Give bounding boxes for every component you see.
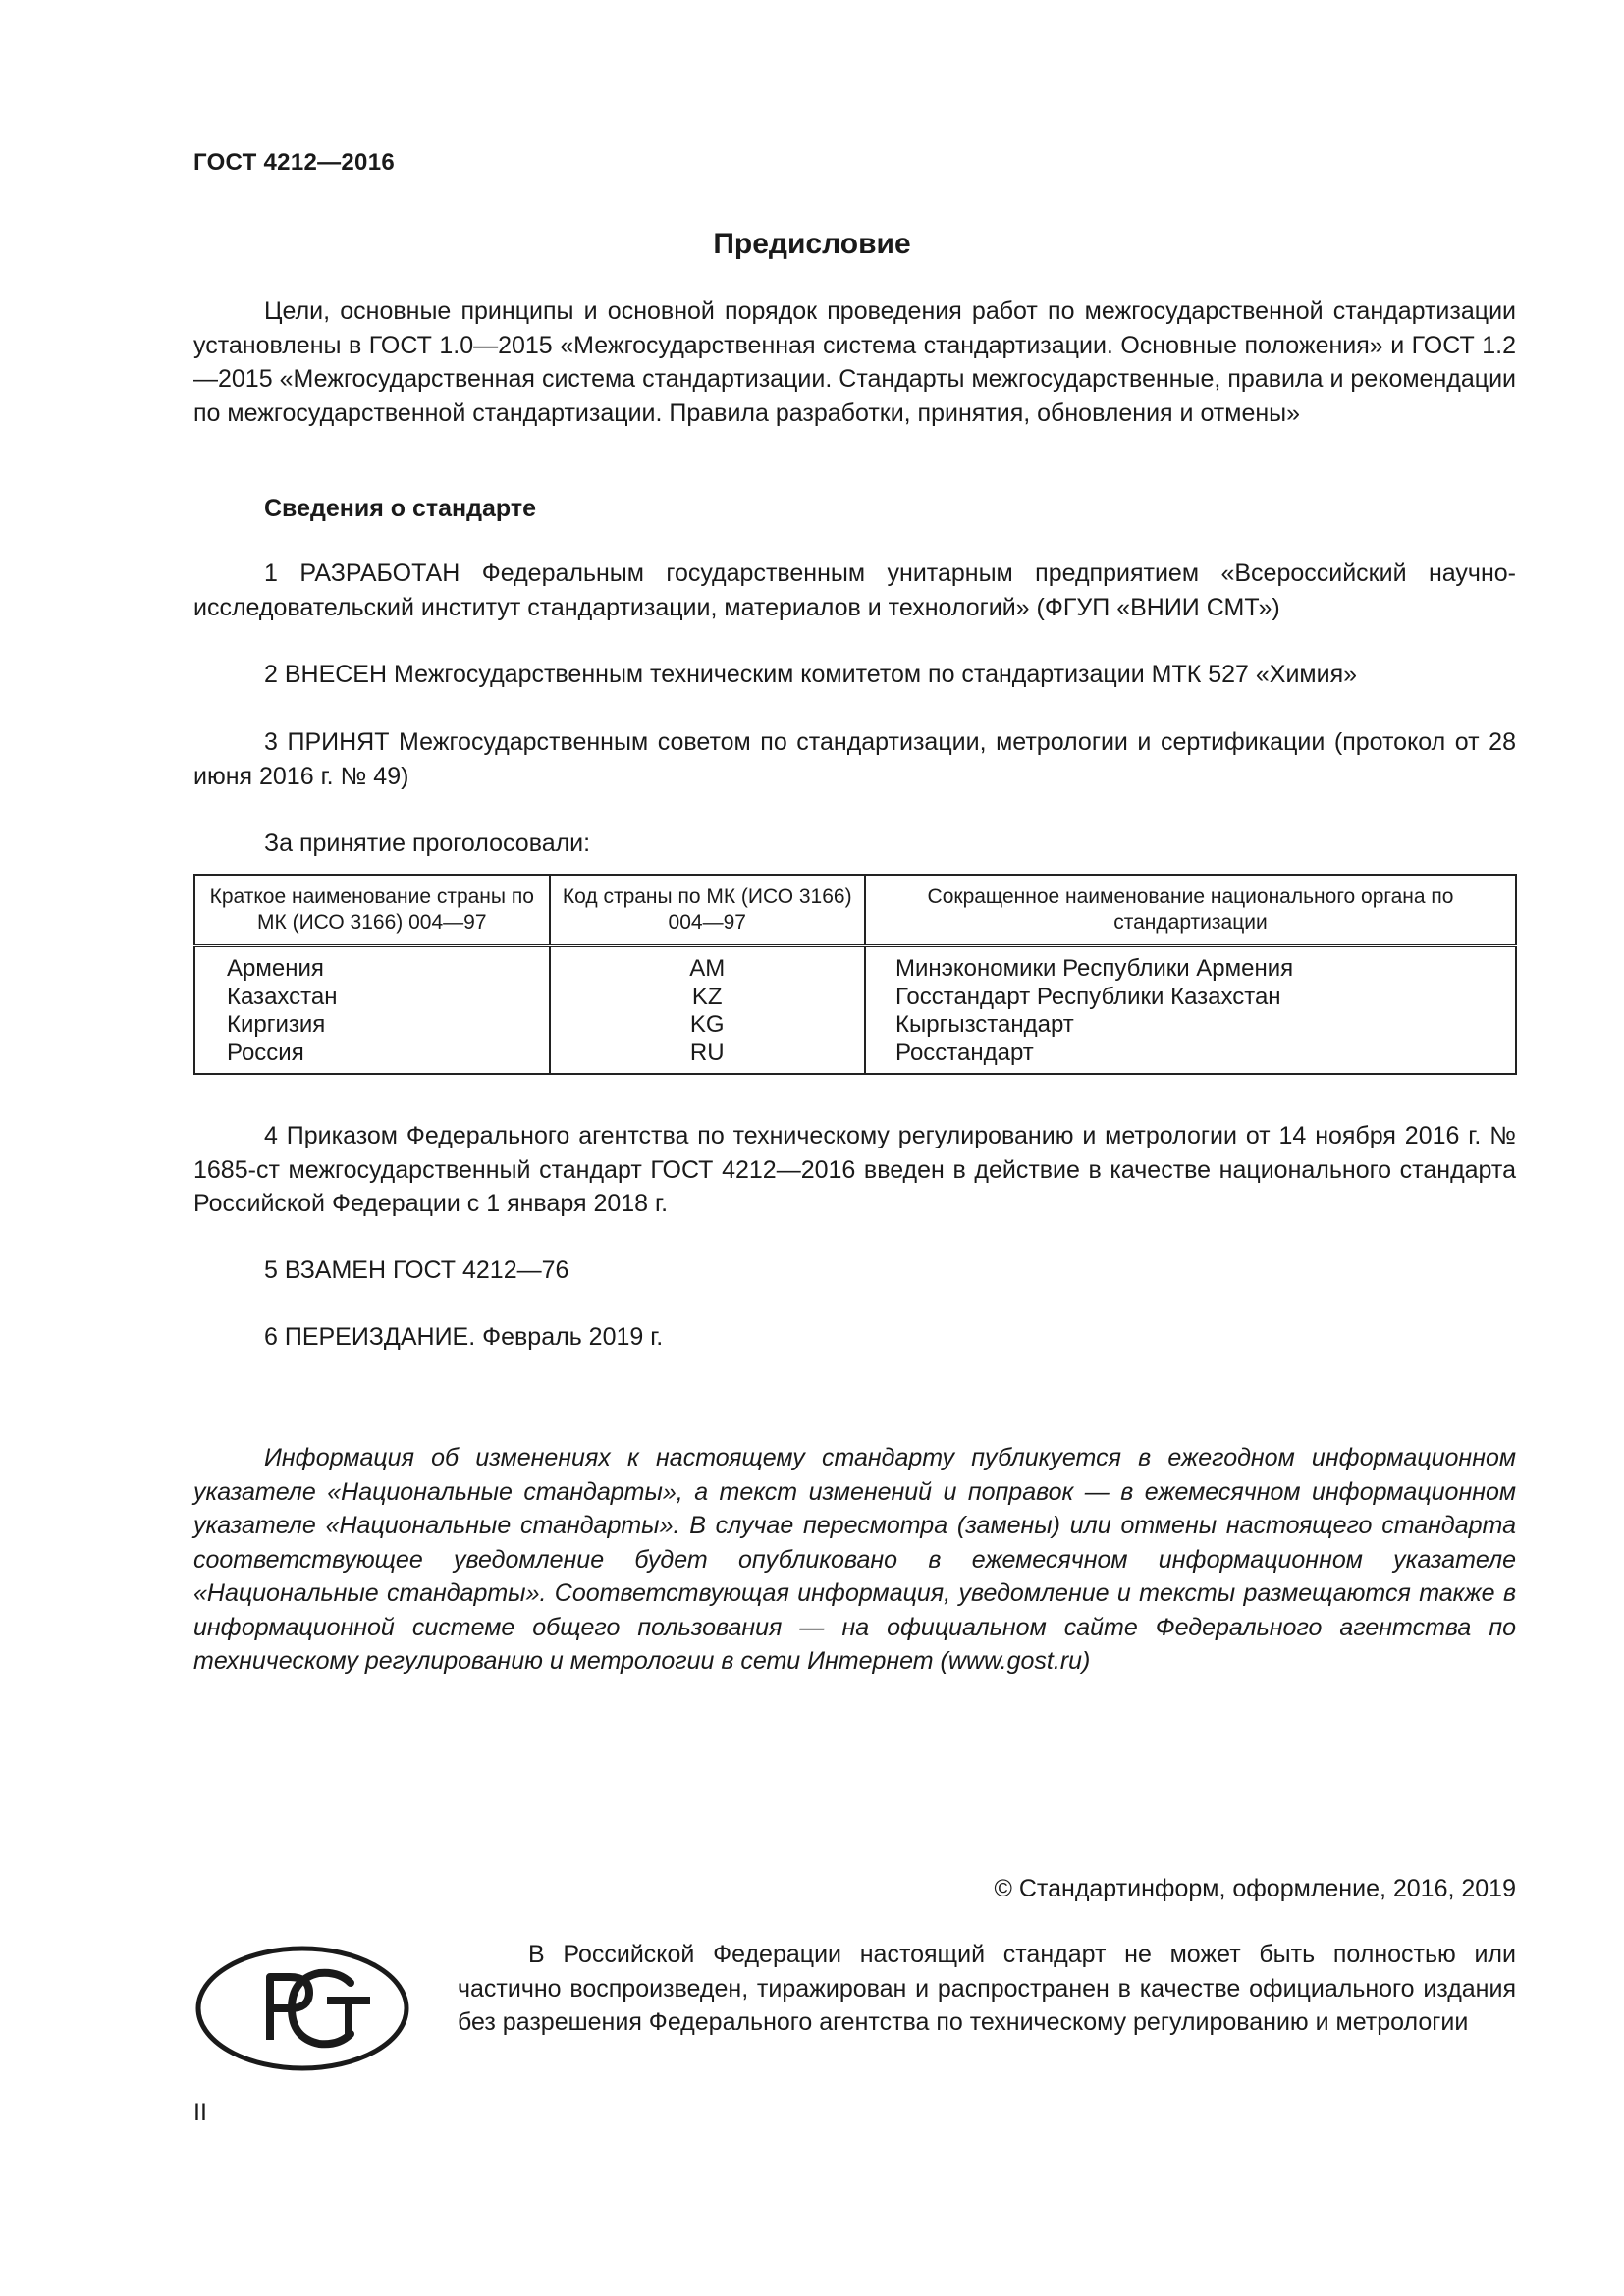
section-heading: Сведения о стандарте [264, 495, 537, 522]
item-5-replaces: 5 ВЗАМЕН ГОСТ 4212—76 [264, 1256, 569, 1284]
column-header-body: Сокращенное наименование национального органа по стандартизации [865, 875, 1516, 946]
rst-certification-mark-icon [193, 1944, 411, 2073]
table-row [194, 946, 1516, 984]
body-cell: Минэкономики Республики Армения [865, 946, 1516, 984]
standard-code-header: ГОСТ 4212—2016 [193, 149, 396, 176]
intro-paragraph: Цели, основные принципы и основной порядок проведения работ по межгосударственной стандартизации установлены в ГОСТ 1.0—2015 «Межгосударственная система стандартизации. Основные положения» и ГОСТ 1.2—2015 «Межгосударственная система стандартизации. Стандарты межгосударственные, правила и рекомендации по межгосударственной стандартизации. Правила разработки, принятия, обновления и отмены» [193, 297, 1516, 427]
table-header-row [194, 875, 1516, 946]
body-cell: Кыргызстандарт [865, 1011, 1516, 1040]
item-4-order: 4 Приказом Федерального агентства по техническому регулированию и метрологии от 14 ноября 2016 г. № 1685-ст межгосударственный стандарт ГОСТ 4212—2016 введен в действие в качестве национального стандарта Российской Федерации с 1 января 2018 г. [193, 1122, 1516, 1217]
member-states-table [193, 874, 1517, 1075]
reproduction-rights-notice: В Российской Федерации настоящий стандарт не может быть полностью или частично воспроизведен, тиражирован и распространен в качестве официального издания без разрешения Федерального агентства по техническому регулированию и метрологии [458, 1941, 1516, 2036]
country-cell: Казахстан [194, 984, 550, 1012]
item-2-submitted: 2 ВНЕСЕН Межгосударственным техническим комитетом по стандартизации МТК 527 «Химия» [264, 661, 1358, 688]
page-number: II [193, 2099, 207, 2126]
table-row [194, 984, 1516, 1012]
body-cell: Госстандарт Республики Казахстан [865, 984, 1516, 1012]
amendments-notice: Информация об изменениях к настоящему стандарту публикуется в ежегодном информационном указателе «Национальные стандарты», а текст изменений и поправок — в ежемесячном информационном указателе «Национальные стандарты». В случае пересмотра (замены) или отмены настоящего стандарта соответствующее уведомление будет опубликовано в ежемесячном информационном указателе «Национальные стандарты». Соответствующая информация, уведомление и тексты размещаются также в информационной системе общего пользования — на официальном сайте Федерального агентства по техническому регулированию и метрологии в сети Интернет (www.gost.ru) [193, 1444, 1516, 1675]
country-cell: Киргизия [194, 1011, 550, 1040]
vote-label: За принятие проголосовали: [264, 829, 591, 857]
item-6-reissue: 6 ПЕРЕИЗДАНИЕ. Февраль 2019 г. [264, 1323, 664, 1351]
country-cell: Россия [194, 1040, 550, 1075]
code-cell: KZ [550, 984, 865, 1012]
copyright-line: © Стандартинформ, оформление, 2016, 2019 [994, 1875, 1516, 1902]
table-row [194, 1040, 1516, 1075]
body-cell: Росстандарт [865, 1040, 1516, 1075]
table-row [194, 1011, 1516, 1040]
code-cell: KG [550, 1011, 865, 1040]
code-cell: AM [550, 946, 865, 984]
column-header-code: Код страны по МК (ИСО 3166) 004—97 [550, 875, 865, 946]
column-header-country: Краткое наименование страны по МК (ИСО 3166) 004—97 [194, 875, 550, 946]
item-3-adopted: 3 ПРИНЯТ Межгосударственным советом по стандартизации, метрологии и сертификации (протокол от 28 июня 2016 г. № 49) [193, 728, 1516, 790]
item-1-developed: 1 РАЗРАБОТАН Федеральным государственным унитарным предприятием «Всероссийский научно-исследовательский институт стандартизации, материалов и технологий» (ФГУП «ВНИИ СМТ») [193, 560, 1516, 621]
country-cell: Армения [194, 946, 550, 984]
code-cell: RU [550, 1040, 865, 1075]
page-title: Предисловие [713, 228, 911, 260]
